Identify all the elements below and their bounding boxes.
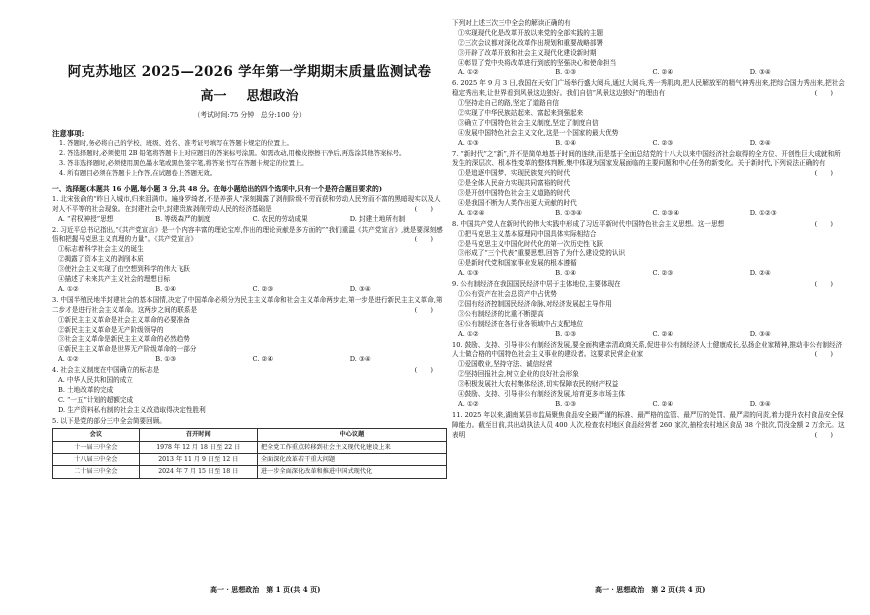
page-footer: 高一 · 思想政治 第 2 页(共 4 页): [595, 585, 706, 594]
exam-time-info: （考试时间:75 分钟 总分:100 分）: [193, 110, 306, 119]
option-c: C. ②③: [652, 269, 674, 278]
table-header: 召开时间: [139, 429, 257, 441]
statement-item: ③开辟了改革开放和社会主义现代化建设新时期: [458, 48, 597, 57]
option-c: C. “一五”计划的超额完成: [58, 395, 134, 404]
option-row: [452, 139, 847, 149]
option-d: D. ②④: [749, 138, 771, 147]
option-b: B. 等级森严的制度: [155, 214, 211, 223]
question-2: [52, 226, 447, 295]
table-cell: 2013 年 11 月 9 日至 12 日: [139, 454, 257, 466]
option-a: A. 中华人民共和国的成立: [58, 375, 133, 384]
option-b: B. ①③: [155, 355, 177, 364]
table-cell: 1978 年 12 月 18 日至 22 日: [139, 441, 257, 453]
option-c: C. ②④: [652, 329, 674, 338]
question-5-continued: [452, 19, 847, 78]
answer-paren: ( ): [414, 204, 433, 213]
option-c: C. ②④: [252, 355, 274, 364]
question-stem: 4. 社会主义制度在中国确立的标志是 ( ): [52, 366, 433, 375]
answer-paren: ( ): [414, 235, 433, 244]
question-stem: 2. 习近平总书记指出,“《共产党宣言》是一个内容丰富的理论宝库,作出的理论贡献是多方面的”“我们重温《共产党宣言》,就是要深刻感悟和把握马克思主义真理的力量”。《共产党宣言》 ( ): [52, 225, 443, 244]
question-7: [452, 150, 847, 219]
question-stem: 7. “新时代”之“新”,并不是简单地基于时间的连续,而是基于全面总结党的十八大以来中国经济社会取得的全方位、开创性巨大成就和所发生的深层次、根本性变革的整体判断,集中体现为国家发展面临的主要问题和中心任务的新变化。关于新时代,下列说法正确的有 ( ): [452, 149, 841, 178]
answer-paren: ( ): [814, 350, 833, 359]
question-stem: 1. 北宋张俞的“昨日入城市,归来泪满巾。遍身罗绮者,不是养蚕人”深刻揭露了剥削阶级不劳而获和劳动人民穷而不富的黑暗现实以及人对人不平等的社会现象。在封建社会中,封建贵族剥削劳动人民的经济基础是 ( ): [52, 194, 441, 213]
statement-item: ④描述了未来共产主义社会的理想目标: [58, 275, 171, 284]
statement-item: ②新民主主义革命是无产阶级领导的: [58, 325, 164, 334]
option-a: A. “君权神授”思想: [58, 214, 114, 223]
notice-item: 1. 答题时,务必将自己的学校、班级、姓名、准考证号填写在答题卡规定的位置上。: [59, 139, 293, 148]
option-a: A. ①②: [58, 355, 79, 364]
table-cell: 全面深化改革若干重大问题: [257, 454, 446, 466]
option-b: B. 土地改革的完成: [58, 385, 114, 394]
statement-item: ①标志着科学社会主义的诞生: [58, 245, 144, 254]
option-d: D. ③④: [749, 329, 771, 338]
notice-item: 4. 所有题目必须在答题卡上作答,在试题卷上答题无效。: [59, 168, 217, 177]
question-9: [452, 280, 847, 339]
option-d: D. ③④: [749, 399, 771, 408]
option-a: A. ①②: [58, 284, 79, 293]
statement-item: ③公有制经济的比重不断提高: [458, 309, 544, 318]
statement-item: ①公有资产在社会总资产中占优势: [458, 290, 557, 299]
question-6: [452, 79, 847, 148]
section-heading: 一、选择题(本题共 16 小题,每小题 3 分,共 48 分。在每小题给出的四个选项中,只有一个是符合题目要求的): [52, 184, 383, 193]
statement-item: ①新民主主义革命是社会主义革命的必要准备: [58, 315, 190, 324]
table-cell: 十一届三中全会: [53, 441, 140, 453]
answer-paren: ( ): [814, 169, 833, 178]
table-row: [53, 441, 447, 453]
table-header: 会议: [53, 429, 140, 441]
answer-paren: ( ): [814, 89, 833, 98]
statement-item: ①实现现代化是改革开放以来党的全部实践的主题: [458, 28, 604, 37]
option-c: C. ②③④: [652, 208, 680, 217]
exam-title: 阿克苏地区 2025—2026 学年第一学期期末质量监测试卷: [67, 64, 432, 80]
option-d: D. 封建土地所有制: [349, 214, 406, 223]
question-1: [52, 195, 447, 225]
option-c: C. ②③: [252, 284, 274, 293]
table-cell: 二十届三中全会: [53, 466, 140, 478]
question-stem: 11. 2025 年以来,湖南某县市监局聚焦食品安全最严谨的标准、最严格的监管、最严厉的处罚、最严肃的问责,着力提升农村食品安全保障能力。截至目前,共出动执法人员 400 人次,检查农村地区食品经营者 260 家次,抽检农村地区食品 38 个批次,罚没金额 2 万余元。这表明 ( ): [452, 410, 845, 439]
option-a: A. ①③: [458, 269, 479, 278]
answer-paren: ( ): [414, 305, 433, 314]
answer-paren: ( ): [814, 430, 833, 439]
statement-item: ②国有经济控制国民经济命脉,对经济发展起主导作用: [458, 299, 612, 308]
statement-item: ③使社会主义实现了由空想到科学的伟大飞跃: [58, 265, 190, 274]
answer-paren: ( ): [814, 219, 833, 228]
statement-item: ②是马克思主义中国化时代化的第一次历史性飞跃: [458, 239, 604, 248]
question-stem: 5. 以下是党的部分三中全会简要回顾。: [52, 416, 166, 425]
option-d: D. ③④: [349, 355, 371, 364]
answer-paren: ( ): [814, 280, 833, 289]
option-row: [52, 215, 447, 225]
statement-item: ②揭露了资本主义的剥削本质: [58, 255, 144, 264]
notice-item: 3. 答非选择题时,必须使用黑色墨水笔或黑色签字笔,将答案书写在答题卡规定的位置上。: [59, 158, 308, 167]
option-c: C. ②④: [652, 68, 674, 77]
question-stem: 8. 中国共产党人在新时代的伟大实践中形成了习近平新时代中国特色社会主义思想。这一思想 ( ): [452, 219, 833, 228]
table-cell: 进一步全面深化改革和推进中国式现代化: [257, 466, 446, 478]
question-3: [52, 296, 447, 365]
statement-item: ③确立了中国特色社会主义制度,坚定了制度自信: [458, 118, 599, 127]
subject-label: 思想政治: [246, 89, 299, 105]
statement-item: ②三次会议都对深化改革作出规划和重要战略部署: [458, 38, 604, 47]
statement-item: ①是追逐中国梦、实现民族复兴的时代: [458, 169, 571, 178]
question-stem: 6. 2025 年 9 月 3 日,我国在天安门广场举行盛大阅兵,通过大阅兵,秀一秀肌肉,把人民解放军的精气神秀出来,把综合国力秀出来,把社会稳定秀出来,让世界看到风景这边独好。我们自信“风景这边独好”的理由有 ( ): [452, 79, 845, 98]
statement-item: ①爱国敬业,坚持守法、诚信经营: [458, 360, 553, 369]
statement-item: ④公有制经济在各行业各领域中占支配地位: [458, 319, 584, 328]
option-b: B. ①③: [555, 68, 577, 77]
statement-item: ②是全体人民奋力实现共同富裕的时代: [458, 179, 571, 188]
table-header: 中心议题: [257, 429, 446, 441]
option-row: [452, 68, 847, 78]
option-d: D. 生产资料私有制的社会主义改造取得决定性胜利: [58, 405, 206, 414]
option-row: [52, 285, 447, 295]
notice-heading: 注意事项:: [52, 128, 85, 138]
plenum-table: [52, 428, 447, 478]
option-b: B. ①④: [155, 284, 177, 293]
option-row: [452, 209, 847, 219]
option-d: D. ①②③: [749, 208, 777, 217]
statement-item: ②坚持回报社会,树立企业的良好社会形象: [458, 370, 579, 379]
statement-item: ③形成了“三个代表”重要思想,回答了为什么建设党的认识: [458, 249, 626, 258]
question-stem: 10. 鼓励、支持、引导非公有制经济发展,要全面构建亲清政商关系,促进非公有制经济人士健康成长,弘扬企业家精神,推动非公有制经济人士做合格的中国特色社会主义事业的建设者。这要求民营企业家 ( ): [452, 340, 843, 359]
statement-item: ②实现了中华民族站起来、富起来到强起来: [458, 109, 584, 118]
statement-item: ①坚持走自己的路,坚定了道路自信: [458, 99, 560, 108]
option-d: D. ②④: [749, 269, 771, 278]
question-stem: 下列对上述三次三中全会的解读正确的有: [452, 19, 571, 27]
option-b: B. ①③: [555, 399, 577, 408]
page-footer: 高一 · 思想政治 第 1 页(共 4 页): [210, 585, 321, 594]
option-b: B. ①③: [555, 329, 577, 338]
statement-item: ④彰显了党中央将改革进行到底的坚强决心和使命担当: [458, 58, 617, 67]
grade-label: 高一: [200, 89, 227, 105]
option-a: A. ①②: [458, 399, 479, 408]
option-c: C. 农民的劳动成果: [252, 214, 308, 223]
question-5: [52, 417, 447, 479]
question-8: [452, 220, 847, 279]
option-d: D. ③④: [349, 284, 371, 293]
table-row: [53, 454, 447, 466]
option-a: A. ①②: [458, 68, 479, 77]
statement-item: ④鼓励、支持、引导非公有制经济发展,培育更多市场主体: [458, 389, 625, 398]
table-cell: 十八届三中全会: [53, 454, 140, 466]
option-c: C. ②④: [652, 399, 674, 408]
question-stem: 9. 公有制经济在我国国民经济中居于主体地位,主要体现在 ( ): [452, 280, 833, 289]
option-c: C. ②③: [652, 138, 674, 147]
option-d: D. ③④: [749, 68, 771, 77]
table-row: [53, 466, 447, 478]
option-a: A. ①②: [458, 329, 479, 338]
table-cell: 2024 年 7 月 15 日至 18 日: [139, 466, 257, 478]
question-stem: 3. 中国半殖民地半封建社会的基本国情,决定了中国革命必须分为民主主义革命和社会主义革命两步走,第一步是进行新民主主义革命,第二步才是进行社会主义革命。这两步之间的联系是 ( ): [52, 295, 443, 314]
option-row: [452, 330, 847, 340]
option-a: A. ①②④: [458, 208, 485, 217]
answer-paren: ( ): [414, 366, 433, 375]
page-two: [452, 18, 847, 598]
table-cell: 把全党工作重点转移到社会主义现代化建设上来: [257, 441, 446, 453]
option-b: B. ①④: [555, 138, 577, 147]
table-header-row: [53, 429, 447, 441]
statement-item: ③积极发展社大农村集体经济,切实保障农民的财产权益: [458, 380, 619, 389]
statement-item: ④新民主主义革命是世界无产阶级革命的一部分: [58, 345, 197, 354]
subject-heading: [52, 87, 447, 107]
notice-item: 2. 答选择题时,必须使用 2B 铅笔将答题卡上对应题目的答案标号涂黑。如需改动,用橡皮擦擦干净后,再选涂其他答案标号。: [59, 148, 406, 157]
option-row: [452, 269, 847, 279]
option-a: A. ①③: [458, 138, 479, 147]
page-one: [52, 18, 447, 598]
statement-item: ④发展中国特色社会主义文化,这是一个国家的最大优势: [458, 128, 619, 137]
option-b: B. ①③④: [555, 208, 583, 217]
question-10: [452, 341, 847, 410]
statement-item: ③社会主义革命是新民主主义革命的必然趋势: [58, 335, 190, 344]
option-row: [452, 400, 847, 410]
statement-item: ①把马克思主义基本原理同中国具体实际相结合: [458, 229, 597, 238]
question-4: [52, 366, 447, 415]
option-row: [52, 355, 447, 365]
option-b: B. ①④: [555, 269, 577, 278]
statement-item: ④是我国不断为人类作出更大贡献的时代: [458, 199, 577, 208]
question-11: [452, 411, 847, 441]
statement-item: ③是开创中国特色社会主义道路的时代: [458, 189, 571, 198]
statement-item: ④是新时代党和国家事业发展的根本遵循: [458, 259, 577, 268]
